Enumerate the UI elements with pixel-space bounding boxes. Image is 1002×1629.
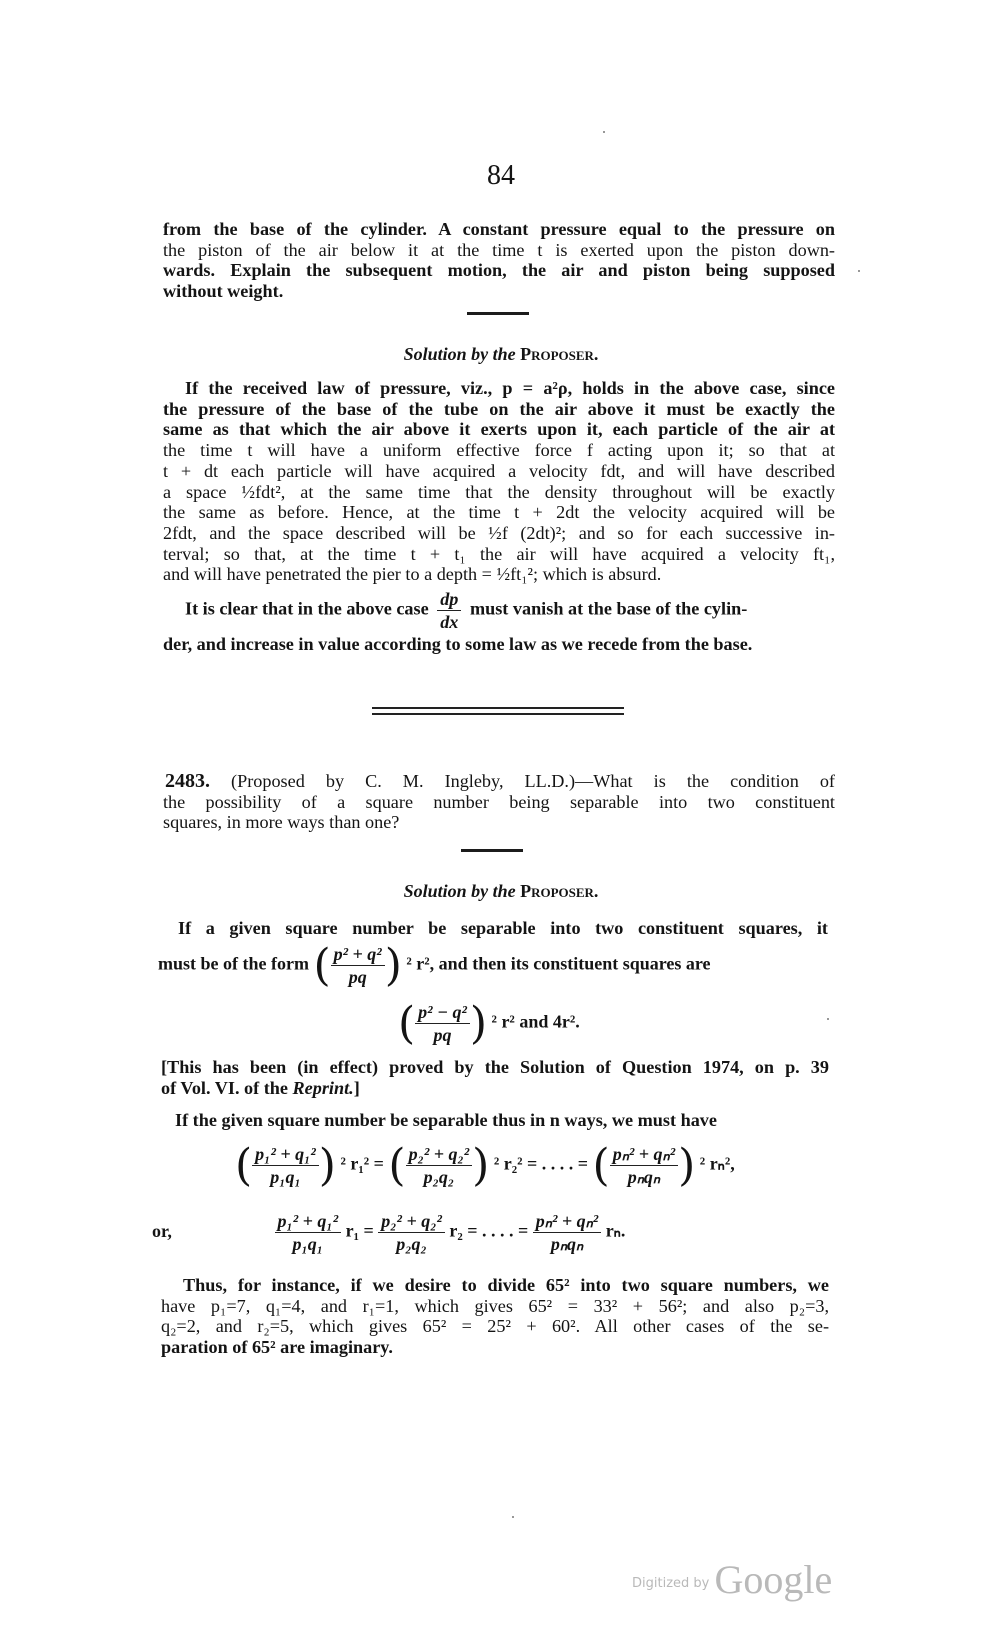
dp-dx-fraction — [437, 588, 461, 633]
fraction-denominator: pq — [433, 1025, 452, 1045]
solution1-para2-end — [163, 634, 835, 655]
text-line: If the given square number be separable thus in n ways, we must have — [175, 1110, 717, 1130]
form-line — [158, 940, 711, 991]
text-segment: ² r₁² = — [340, 1153, 384, 1174]
fraction-numerator: p₂² + q₂² — [378, 1210, 445, 1233]
paren-open: ( — [313, 940, 331, 991]
eq1-term2 — [406, 1143, 473, 1188]
section-rule — [467, 312, 529, 315]
or-label: or, — [152, 1220, 172, 1241]
paren-close: ) — [472, 1140, 490, 1191]
text-line: q₂=2, and r₂=5, which gives 65² = 25² + 60². All other cases of the se- — [161, 1316, 829, 1337]
solution2-para2 — [175, 1110, 825, 1131]
text-line: terval; so that, at the time t + t₁ the air will have acquired a velocity ft₁, — [163, 543, 835, 564]
paren-open: ( — [388, 1140, 406, 1191]
solution1-paragraph — [163, 378, 835, 585]
digitized-by-google-watermark — [632, 1556, 832, 1603]
page-number: 84 — [487, 160, 515, 191]
text-line: squares, in more ways than one? — [163, 812, 400, 833]
eq2-term2 — [378, 1210, 445, 1255]
text-line: the same as before. Hence, at the time t + 2dt the velocity acquired will be — [163, 502, 835, 523]
text-segment: ² r² and 4r². — [491, 1011, 580, 1032]
text-line: 2fdt, and the space described will be ½f (2dt)²; and so for each successive in- — [163, 522, 835, 543]
text-segment: must vanish at the base of the cylin- — [469, 598, 748, 619]
text-line: and will have penetrated the pier to a depth = ½ft₁²; which is absurd. — [163, 564, 662, 585]
question-number: 2483. — [165, 770, 210, 792]
paren-open: ( — [592, 1140, 610, 1191]
text-segment: ² r², and then its constituent squares are — [406, 953, 711, 974]
text-line: the pressure of the base of the tube on the air above it must be exactly the — [163, 398, 835, 419]
text-segment: r₁ = — [345, 1220, 374, 1241]
text-line: have p₁=7, q₁=4, and r₁=1, which gives 65² = 33² + 56²; and also p₂=3, — [161, 1295, 829, 1316]
text-line: [This has been (in effect) proved by the Solution of Question 1974, on p. 39 — [161, 1057, 829, 1077]
heading-italic: Solution by the — [403, 344, 516, 364]
text-line: the possibility of a square number being separable into two constituent — [163, 791, 835, 812]
equation-1 — [235, 1140, 735, 1191]
fraction-denominator: p₂q₂ — [423, 1167, 455, 1187]
constituent-fraction — [415, 1001, 470, 1046]
text-line: der, and increase in value according to some law as we recede from the base. — [163, 634, 753, 654]
solution2-para1 — [178, 918, 828, 939]
fraction-denominator: pq — [348, 967, 367, 987]
scan-speck — [858, 270, 860, 272]
heading-proposer: Proposer. — [520, 881, 599, 901]
question-proposer: (Proposed by C. M. Ingleby, LL.D.)—What is the condition of — [231, 771, 835, 791]
scan-speck — [512, 1516, 514, 1518]
text-line: Thus, for instance, if we desire to divide 65² into two square numbers, we — [183, 1275, 829, 1295]
reprint-italic: Reprint. — [292, 1077, 354, 1098]
text-line: paration of 65² are imaginary. — [161, 1337, 393, 1358]
fraction-denominator: p₂q₂ — [396, 1234, 427, 1254]
text-segment: r₂ = . . . . = — [449, 1220, 529, 1241]
reference-note — [161, 1057, 829, 1098]
fraction-denominator: pₙqₙ — [550, 1234, 584, 1254]
text-segment: It is clear that in the above case — [185, 598, 429, 619]
question-first-line — [163, 771, 835, 792]
equation-2 — [152, 1210, 625, 1255]
solution-heading — [0, 344, 1002, 365]
text-line: without weight. — [163, 281, 284, 302]
text-line: the piston of the air below it at the time t is exerted upon the piston down- — [163, 239, 835, 260]
text-segment: of Vol. VI. of the — [161, 1077, 288, 1098]
scan-speck — [827, 1018, 829, 1020]
scan-speck — [603, 131, 605, 133]
heading-italic: Solution by the — [403, 881, 516, 901]
text-segment: ² r₂² = . . . . = — [493, 1153, 589, 1174]
google-logo: Google — [714, 1557, 833, 1602]
paren-open: ( — [235, 1140, 253, 1191]
solution2-para3 — [161, 1275, 829, 1358]
solution1-para2 — [185, 588, 747, 633]
text-line: same as that which the air above it exerts upon it, each particle of the air at — [163, 419, 835, 440]
fraction-numerator: p₂² + q₂² — [406, 1143, 473, 1166]
paren-close: ) — [678, 1140, 696, 1191]
fraction-numerator: pₙ² + qₙ² — [610, 1143, 678, 1166]
text-line: t + dt each particle will have acquired a velocity fdt, and will have described — [163, 460, 835, 481]
solution-heading — [0, 881, 1002, 902]
text-line: from the base of the cylinder. A constant pressure equal to the pressure on — [163, 219, 835, 239]
fraction-numerator: pₙ² + qₙ² — [533, 1210, 601, 1233]
text-line: wards. Explain the subsequent motion, the air and piston being supposed — [163, 260, 835, 281]
text-line: a space ½fdt², at the same time that the density throughout will be exactly — [163, 481, 835, 502]
paren-close: ) — [384, 940, 402, 991]
heading-proposer: Proposer. — [520, 344, 599, 364]
text-segment: ] — [353, 1077, 360, 1098]
double-rule-separator — [372, 707, 624, 715]
watermark-prefix: Digitized by — [632, 1576, 710, 1591]
section-rule — [461, 849, 523, 852]
fraction-denominator: dx — [440, 612, 459, 632]
eq1-term3 — [610, 1143, 678, 1188]
fraction-numerator: p₁² + q₁² — [252, 1143, 319, 1166]
fraction-numerator: p² + q² — [331, 943, 385, 966]
text-line: If a given square number be separable into two constituent squares, it — [178, 918, 828, 938]
eq2-term1 — [275, 1210, 342, 1255]
text-line — [161, 1078, 829, 1099]
text-segment: ² rₙ², — [699, 1153, 735, 1174]
fraction-denominator: pₙqₙ — [627, 1167, 661, 1187]
paren-open: ( — [398, 998, 416, 1049]
form-fraction — [331, 943, 385, 988]
fraction-numerator: p² − q² — [415, 1001, 470, 1024]
eq2-term3 — [533, 1210, 601, 1255]
eq1-term1 — [252, 1143, 319, 1188]
paren-close: ) — [469, 998, 488, 1049]
text-line: the time t will have a uniform effective force f acting upon it; so that at — [163, 440, 835, 461]
text-segment: must be of the form — [158, 953, 309, 974]
intro-paragraph — [163, 219, 835, 302]
text-segment: rₙ. — [605, 1220, 626, 1241]
paren-close: ) — [318, 1140, 336, 1191]
text-line: If the received law of pressure, viz., p = a²ρ, holds in the above case, since — [185, 378, 835, 398]
fraction-numerator: dp — [437, 588, 461, 611]
question-2483 — [163, 771, 835, 833]
constituent-squares — [398, 998, 580, 1049]
fraction-numerator: p₁² + q₁² — [275, 1210, 342, 1233]
fraction-denominator: p₁q₁ — [292, 1234, 324, 1254]
fraction-denominator: p₁q₁ — [270, 1167, 301, 1187]
